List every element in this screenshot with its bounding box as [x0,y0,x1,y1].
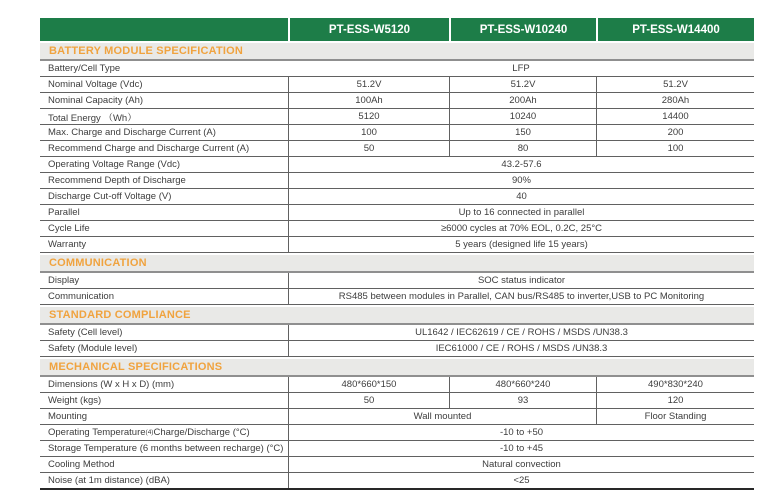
section-header [40,43,754,61]
value-cell: 14400 [596,109,754,124]
value-cell: 100Ah [288,93,449,108]
spec-row [40,409,754,425]
spec-row [40,221,754,237]
value-cell: 150 [449,125,596,140]
value-cell: 490*830*240 [596,377,754,392]
value-cell-span: 40 [288,189,754,204]
row-label-text: Dimensions (W x H x D) (mm) [48,379,175,390]
spec-row [40,109,754,125]
spec-row [40,61,754,77]
battery-spec-table [40,18,754,490]
spec-row [40,237,754,253]
spec-row [40,289,754,305]
row-label: Operating Temperature (4) Charge/Discharge (°C) [48,427,250,438]
row-label [40,221,288,236]
model-header-2: PT-ESS-W10240 [449,18,596,41]
model-header-3: PT-ESS-W14400 [596,18,754,41]
value-cell-span: UL1642 / IEC62619 / CE / ROHS / MSDS /UN38.3 [288,325,754,340]
row-label-text: Operating Voltage Range (Vdc) [48,159,181,170]
row-label [40,325,288,340]
spec-row [40,77,754,93]
spec-row [40,457,754,473]
row-label [40,93,288,108]
model-header-1: PT-ESS-W5120 [288,18,449,41]
value-cell: 80 [449,141,596,156]
value-cell-span: LFP [512,63,530,74]
row-label [40,273,288,288]
value-cell: 480*660*150 [288,377,449,392]
row-label [40,205,288,220]
row-label [40,457,288,472]
value-cell-span: <25 [288,473,754,488]
value-cell-span2: Wall mounted [288,409,596,424]
section-title: MECHANICAL SPECIFICATIONS [49,361,223,373]
spec-row [40,141,754,157]
row-label [40,77,288,92]
row-label-text: Safety (Cell level) [48,327,123,338]
row-label-text: Safety (Module level) [48,343,138,354]
value-cell: 200Ah [449,93,596,108]
spec-row [40,189,754,205]
row-label [40,237,288,252]
row-label [40,157,288,172]
value-cell-span: ≥6000 cycles at 70% EOL, 0.2C, 25°C [288,221,754,236]
row-label [40,341,288,356]
row-label-text: Recommend Depth of Discharge [48,175,186,186]
row-label-text: Cooling Method [48,459,115,470]
row-label [40,141,288,156]
row-label [40,289,288,304]
value-cell-span: 5 years (designed life 15 years) [288,237,754,252]
model-header-spacer [40,18,288,41]
row-label-text: Max. Charge and Discharge Current (A) [48,127,216,138]
value-cell: 100 [596,141,754,156]
model-header-row [40,18,754,41]
spec-row [40,425,754,441]
row-label-text: Communication [48,291,114,302]
sections [40,43,754,490]
value-cell: 200 [596,125,754,140]
value-cell: 51.2V [449,77,596,92]
spec-row [40,273,754,289]
row-label-text: Storage Temperature (6 months between recharge) (°C) [48,443,284,454]
spec-row [40,325,754,341]
row-label-text-tail: Charge/Discharge (°C) [153,427,250,438]
row-label [40,173,288,188]
row-label [40,377,288,392]
value-cell: 100 [288,125,449,140]
value-cell: 50 [288,141,449,156]
value-cell: 50 [288,393,449,408]
row-label-text: Total Energy （Wh） [48,112,137,124]
section-title: STANDARD COMPLIANCE [49,309,191,321]
value-cell-span: Up to 16 connected in parallel [288,205,754,220]
spec-row [40,205,754,221]
section-header [40,307,754,325]
row-label-text: Operating Temperature [48,427,146,438]
row-label [40,61,288,76]
value-cell-span: 90% [288,173,754,188]
row-label-text: Weight (kgs) [48,395,102,406]
row-label-text: Discharge Cut-off Voltage (V) [48,191,172,202]
row-label-text: Display [48,275,80,286]
row-label [40,473,288,488]
spec-row [40,441,754,457]
value-cell: 51.2V [288,77,449,92]
value-cell: 5120 [288,109,449,124]
value-cell: 480*660*240 [449,377,596,392]
value-cell: 93 [449,393,596,408]
value-cell: 51.2V [596,77,754,92]
row-label-text: Parallel [48,207,80,218]
value-cell: 120 [596,393,754,408]
value-cell-span: -10 to +45 [288,441,754,456]
value-cell-span: SOC status indicator [288,273,754,288]
spec-row [40,377,754,393]
row-label-text: Nominal Voltage (Vdc) [48,79,143,90]
value-cell-span: Natural convection [288,457,754,472]
value-cell-span: IEC61000 / CE / ROHS / MSDS /UN38.3 [288,341,754,356]
value-cell-span: RS485 between modules in Parallel, CAN bus/RS485 to inverter,USB to PC Monitoring [288,289,754,304]
row-label [40,189,288,204]
spec-row [40,125,754,141]
value-cell: Floor Standing [596,409,754,424]
section-title: BATTERY MODULE SPECIFICATION [49,45,244,57]
spec-row [40,473,754,490]
spec-row [40,157,754,173]
row-label-text: Nominal Capacity (Ah) [48,95,144,106]
row-label-text: Mounting [48,411,88,422]
section-title: COMMUNICATION [49,257,147,269]
row-label-text: Recommend Charge and Discharge Current (A) [48,143,250,154]
row-label-text: Warranty [48,239,87,250]
value-cell: 280Ah [596,93,754,108]
row-label [40,125,288,140]
spec-row [40,341,754,357]
value-cell: 10240 [449,109,596,124]
row-label-text: Cycle Life [48,223,90,234]
row-label [40,109,288,124]
row-label-text: Noise (at 1m distance) (dBA) [48,475,170,486]
row-label [40,409,288,424]
value-cell-span: 43.2-57.6 [288,157,754,172]
row-label [40,393,288,408]
section-header [40,359,754,377]
spec-row [40,393,754,409]
spec-row [40,93,754,109]
spec-row [40,173,754,189]
section-header [40,255,754,273]
value-cell-span: -10 to +50 [288,425,754,440]
row-label [40,441,288,456]
row-label-text: Battery/Cell Type [48,63,121,74]
